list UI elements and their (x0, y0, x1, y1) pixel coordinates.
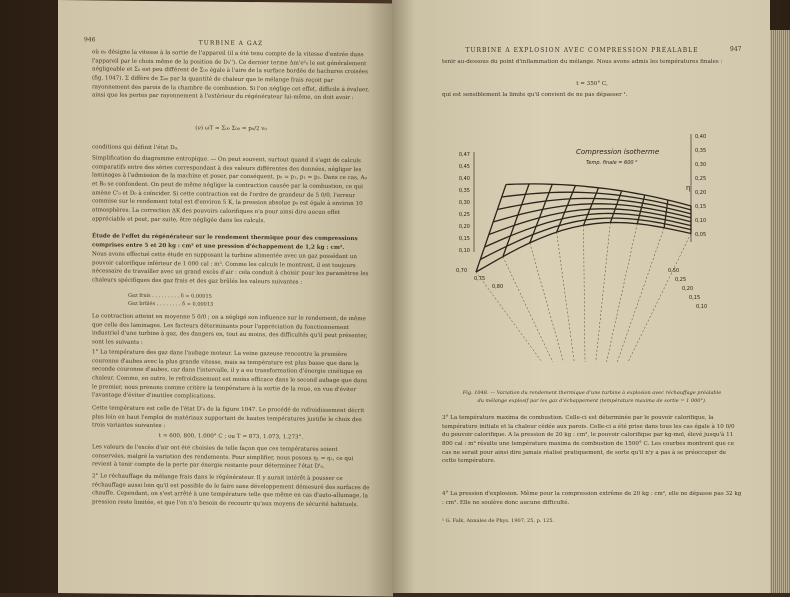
page-number: 947 (730, 46, 742, 53)
page-number: 946 (84, 36, 96, 44)
spec-label: Gaz brûlés (128, 300, 156, 307)
spec-table (128, 293, 328, 311)
right-axis-ticks (695, 134, 706, 238)
tick-label: 0,70 (456, 268, 468, 274)
surface-line (480, 218, 691, 259)
projection-line (476, 272, 542, 362)
paragraph-conditions: conditions qui définit l'état D₀. (92, 144, 179, 152)
projection-line (503, 257, 553, 362)
figure-caption: Fig. 1048. — Variation du rendement thermique d'une turbine à explosion avec réchauffage préalable du mélange explosif par les gaz d'échappement (température maxima de sortie = 1 000°). (462, 390, 722, 404)
tick-label: 0,20 (458, 224, 470, 230)
tick-label: 0,10 (696, 304, 708, 310)
axis-label-eta: η (686, 184, 691, 192)
section-heading: Étude de l'effet du régénérateur sur le rendement thermique pour des compressions comprises entre 5 et 20 kg : cm² et une pression d'échappement de 1,2 kg : cm². (92, 233, 358, 251)
spec-row: Gaz brûlés . . . . . . . . δ = 0,00013 (128, 300, 214, 308)
chart-title: Compression isotherme (576, 148, 660, 156)
left-page (58, 0, 393, 597)
tick-label: 0,20 (682, 286, 694, 292)
tick-label: 0,25 (675, 277, 687, 283)
tick-label: 0,47 (458, 152, 470, 158)
paragraph-study: Nous avons effectué cette étude en supposant la turbine alimentée avec un gaz possédant un pouvoir calorifique inférieur de 1 000 cal : m³. Comme les calculs le montrent, il est toujours nécessaire de travailler avec un grand excès d'air : cela conduit à choisir pour les paramètres les chaleurs spécifiques des gaz frais et des gaz brûlés les valeurs suivantes : (92, 251, 369, 286)
temperature-values: t = 600, 800, 1.000° C ; ou T = 873, 1.073, 1.273°. (158, 433, 304, 441)
tick-label: 0,30 (458, 200, 470, 206)
projection-line (557, 232, 575, 362)
tick-label: 0,15 (695, 204, 707, 210)
projection-line (584, 225, 586, 362)
left-axis-ticks (459, 152, 470, 254)
chart-svg (436, 122, 736, 382)
tick-label: 0,30 (695, 162, 707, 168)
tick-label: 0,75 (474, 276, 486, 282)
spec-value: δ = 0,00015 (180, 293, 212, 300)
paragraph-rechauffage: 2° Le réchauffage du mélange frais dans le régénérateur. Il y aurait intérêt à pousser ce réchauffage aussi loin qu'il est possible de le faire sans développement démesuré des surfaces de chauffe. Cependant, on s'est arrêté à une température telle que même en cas d'auto-allumage, la pression reste limitée, et que l'on n'a besoin de recourir qu'aux moyens de sécurité habituels. (92, 473, 370, 509)
spec-value: δ = 0,00013 (182, 301, 214, 308)
running-header: TURBINE A GAZ (198, 39, 264, 48)
bottom-ticks (456, 268, 707, 310)
tick-label: 0,40 (458, 176, 470, 182)
surface-line (476, 185, 506, 273)
spec-row: Gaz frais . . . . . . . . . δ = 0,00015 (128, 292, 212, 300)
tick-label: 0,40 (695, 134, 707, 140)
tick-label: 0,10 (458, 248, 470, 254)
paragraph-temperature: 1° La température des gaz dans l'aubage moteur. La veine gazeuse rencontre la première couronne d'aubes avec la plus grande vitesse, mais sa température est plus basse que dans la seconde couronne d'aubes, car dans l'intervalle, il y a eu transformation d'énergie cinétique en chaleur. Comme, en outre, le refroidissement est moins efficace dans le second aubage que dans le premier, nous prenons comme critère la température à la sortie de la roue, en vue d'éviter l'avantage d'éviter d'inutiles complications. (92, 349, 367, 400)
paragraph-intro: où e₀ désigne la vitesse à la sortie de l'appareil (il a été tenu compte de la vitesse d'entrée dans l'appareil par le choix même de la position de D₀''). Ce dernier terme Δm'e²₀ le est généralement négligeable et Σ₀ est peu différent de Σ₀₀ égale à l'aire de la surface bordée de hachures croisées (fig. 1047). Σ diffère de Σ₀₀ par la quantité de chaleur que le mélange frais reçoit par rayonnement des parois de la chambre de combustion. Si l'on néglige cet effet, difficile à évaluer, ainsi que les pertes par rayonnement à l'extérieur du régénérateur lui-même, on doit avoir : (92, 49, 370, 102)
projection-line (596, 223, 611, 362)
paragraph-contraction: La contraction atteint en moyenne 5 0/0 ; on a négligé son influence sur le rendement, de même que celle des laminages. Les facteurs déterminants pour l'appréciation du fonctionnement industriel d'une turbine à gaz, des dangers en, tout au moins, des difficultés qu'il peut présenter, sont les suivants : (92, 313, 368, 346)
tick-label: 0,15 (689, 295, 701, 301)
tick-label: 0,20 (695, 190, 707, 196)
tick-label: 0,80 (492, 284, 504, 290)
tick-label: 0,05 (695, 232, 707, 238)
running-header: TURBINE A EXPLOSION AVEC COMPRESSION PRÉALABLE (465, 47, 699, 54)
tick-label: 0,35 (695, 148, 707, 154)
projection-line (628, 234, 694, 363)
tick-label: 0,25 (695, 176, 707, 182)
paragraph-top: tenir au-dessous du point d'inflammation du mélange. Nous avons admis les températures finales : (442, 59, 723, 65)
paragraph-simplification: Simplification du diagramme entropique. — On peut souvent, surtout quand il s'agit de calculs comparatifs entre des séries correspondant à des valeurs différentes des données, négliger les laminages à l'admission de la machine et poser, par conséquent, p₀ = p₁, p₁ = p₂. Dans ce cas, A₀ et B₀ se confondent. On peut de même négliger la contraction causée par la combustion, ce qui amène C'₀ et D₀ à coïncider. Si cette contraction est de l'ordre de grandeur de 5 0/0, l'erreur commise sur le rendement total est d'environ 5 K, la pression absolue p₀ est égale à environ 10 atmosphères. La correction ΔK des pouvoirs calorifiques n'a pour ainsi dire aucun effet appréciable et peut, par suite, être négligée dans les calculs. (92, 155, 367, 224)
tick-label: 0,25 (458, 212, 470, 218)
paragraph-pressure: 4° La pression d'explosion. Même pour la compression extrême de 20 kg : cm², elle ne dépasse pas 32 kg : cm². Elle ne soulève donc aucune difficulté. (442, 491, 742, 506)
equation: (ν) ωT = Σ₀₀ Σ₀₀ = p₀/2 v₀ (195, 125, 267, 133)
paragraph-ignition: qui est sensiblement la limite qu'il convient de ne pas dépasser ¹. (442, 92, 628, 98)
chart-subtitle: Temp. finale = 600 ° (586, 160, 638, 166)
temperature-value: t = 350° C, (576, 81, 608, 87)
spec-label: Gaz frais (128, 292, 151, 299)
footnote: ¹ G. Falk, Annales de Phys. 1907, 25, p. 125. (442, 518, 555, 524)
tick-label: 0,35 (458, 188, 470, 194)
tick-label: 0,10 (695, 218, 707, 224)
paragraph-max-temperature: 3° La température maxima de combustion. Celle-ci est déterminée par le pouvoir calorifique, la température initiale et la chaleur cédée aux parois. Celle-ci a été prise dans tous les cas égale à 10 0/0 du pouvoir calorifique. A la pression de 20 kg : cm², le pouvoir calorifique par kg-mol, élevé jusqu'à 11 800 cal : m³ résulte une température maxima de combustion de 1500° C. Les courbes montrent que ce cas ne serait pour ainsi dire jamais réalisé pratiquement, de sorte qu'il n'y a pas à se préoccuper de cette température. (442, 415, 735, 465)
projection-line (530, 243, 564, 362)
projection-line (607, 224, 638, 362)
tick-label: 0,15 (458, 236, 470, 242)
surface-grid (476, 184, 691, 272)
projection-line (617, 228, 664, 362)
paragraph-excess: Les valeurs de l'excès d'air ont été choisies de telle façon que ces températures soient conservées, malgré la variation des rendements. Pour simplifier, nous posons η₁ = η₂, ce qui revient à tenir compte de la perte par énergie restante pour déterminer l'état D'₀. (92, 444, 354, 471)
paragraph-criterion: Cette température est celle de l'état D'₀ de la figure 1047. Le procédé de refroidissement décrit plus loin en haut l'emploi de matériaux supportant de hautes températures justifie le choix des trois variantes suivantes : (92, 405, 365, 430)
surface-chart (436, 122, 736, 382)
tick-label: 0,45 (458, 164, 470, 170)
right-page (392, 0, 770, 593)
tick-label: 0,50 (668, 268, 680, 274)
page-block-edge (770, 30, 790, 593)
